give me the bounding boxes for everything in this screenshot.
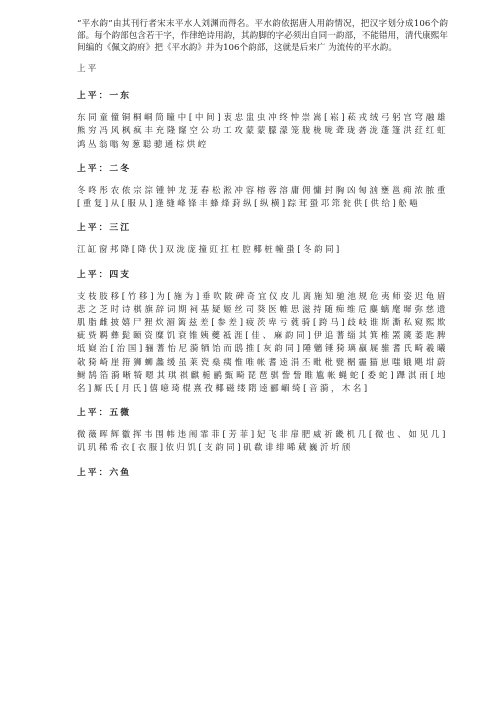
rhyme-heading: 上平：四支 bbox=[77, 269, 131, 280]
rhyme-characters: 微薇晖辉徽挥韦围帏违闱霏菲[芳菲]妃飞非扉肥威祈畿机几[微也、如见几]讥玑稀希衣[衣服]依归饥[支韵同]矶欷诽绯晞葳巍沂圻颀 bbox=[77, 429, 448, 453]
rhyme-heading: 上平：三江 bbox=[77, 223, 131, 234]
rhyme-section-sanjiang bbox=[77, 220, 448, 256]
rhyme-heading: 上平：一东 bbox=[77, 91, 131, 102]
rhyme-characters: 冬咚彤农侬宗淙锺钟龙茏舂松淞冲容榕蓉溶庸佣慵封胸凶匈汹壅邕痈浓脓重[重复]从[服从]逢缝峰锋丰蜂烽葑纵[纵横]踪茸蛩邛筇瓮供[供给]舩嗈 bbox=[77, 184, 448, 209]
rhyme-characters: 东同童僮铜桐峒筒瞳中[中间]衷忠盅虫冲终忡崇嵩[崧]菘戎绒弓躬宫穹融雄熊穷冯风枫疯丰充隆窿空公功工攻蒙蒙朦濛笼胧栊咙聋珑砻泷蓬篷洪荭红虹鸿丛翁嗡匆葱聪骢通棕烘崆 bbox=[77, 112, 448, 149]
rhyme-heading: 上平：五微 bbox=[77, 408, 131, 419]
section-title: 上平 bbox=[77, 64, 99, 75]
rhyme-heading: 上平：二冬 bbox=[77, 163, 131, 174]
rhyme-section-yidong bbox=[77, 88, 448, 151]
rhyme-section-sizhi bbox=[77, 267, 448, 396]
rhyme-characters: 江缸窗邦降[降伏]双泷庞撞豇扛杠腔椰桩幢蛩[冬韵同] bbox=[77, 244, 342, 255]
rhyme-heading: 上平：六鱼 bbox=[77, 467, 131, 478]
rhyme-section-erdong bbox=[77, 161, 448, 210]
intro-paragraph: “平水韵”由其刊行者宋末平水人刘渊而得名。平水韵依据唐人用韵情况，把汉字划分成106个韵部。每个韵部包含若干字，作律绝诗用韵，其韵脚的字必须出自同一韵部，不能错用，清代康熙年间编的《佩文韵府》把《平水韵》并为106个韵部，这就是后来广 为流传的平水韵。 bbox=[77, 19, 448, 54]
rhyme-section-liuyu bbox=[77, 465, 448, 478]
rhyme-characters: 支枝肢移[竹移]为[施为]垂吹陂碑奇宜仪皮儿离施知驰池规危夷师姿迟龟眉悲之芝时诗棋旗辞词期祠基疑姬丝司葵医帷思滋持随痴维卮麋螭麾墀弥慈遗肌脂雌披嬉尸狸炊湄篱兹差[参差]疲茨卑亏蕤骑[跨马]歧岐谁斯澌私窥熙欺疵赀羁彝髭颐资糜饥衰锥姨夔祗涯[佳、麻韵同]伊追蓍缁其箕椎罴篪萎匙脾坻嶷治[治国]骊蓍怡尼漪牺饴而鸱推[灰韵同]陲魑锤猗璃羸屣骓耆氏畸羲曦欹猗崎崖箝狮蛳蠡缓虽莱瓷燊痍惟唯帐耆逵涓丕毗枇甓榍霾猫崽嗤娥飓坩蔚鲥鹄箔漪晰犄嗯其琪祺麒栀鹂甄畸琵琶骐訾訾睢尴帐蝇蛇[委蛇]蹕淇雨[地名]厮氏[月氏]僖噫琦棍熹孜椰磁缕隋逵郦嵋绮[音漪，木名] bbox=[77, 290, 448, 393]
rhyme-section-wuwei bbox=[77, 405, 448, 454]
